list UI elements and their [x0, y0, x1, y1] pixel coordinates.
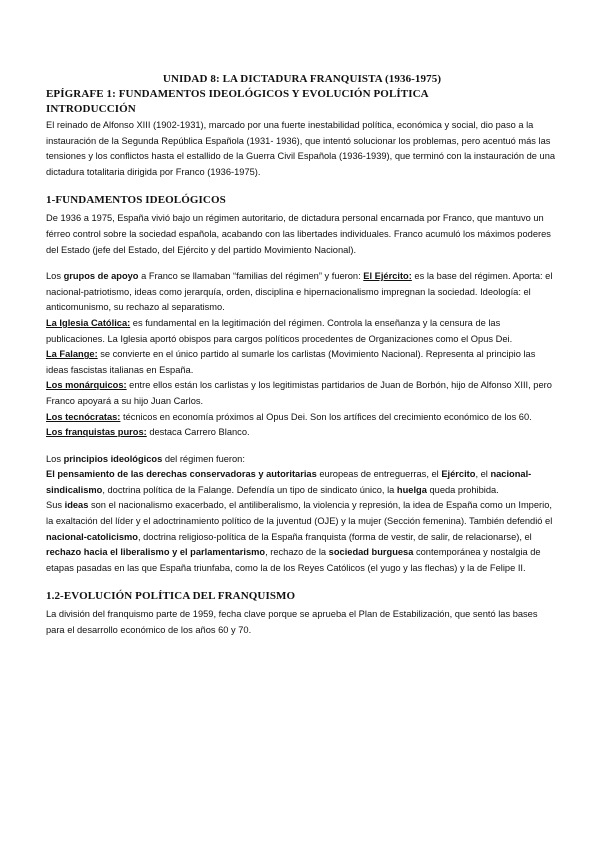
text-run: a Franco se llamaban “familias del régimen” y fueron:	[138, 271, 364, 282]
group-label-falange: La Falange:	[46, 349, 98, 360]
bold-term: sociedad burguesa	[328, 547, 414, 558]
bold-term: huelga	[396, 484, 427, 495]
intro-paragraph: El reinado de Alfonso XIII (1902-1931), marcado por una fuerte inestabilidad política, económica y social, dio paso a la instauración de la Segunda República Española (1931- 1936), que intentó solucionar los problemas, pero acentuó más las tensiones y los conflictos hasta el estallido de la Guerra Civil Española (1936-1939), que terminó con la instauración de una dictadura totalitaria dirigida por Franco (1936-1975).	[46, 120, 556, 177]
text-run: Sus	[46, 500, 65, 511]
group-label-tecnocratas: Los tecnócratas:	[46, 411, 121, 422]
intro-heading: INTRODUCCIÓN	[46, 103, 136, 115]
bold-term: Ejército	[441, 469, 476, 480]
group-tecnocratas	[46, 410, 558, 426]
bold-term: nacional-sindicalismo	[46, 469, 532, 495]
principles-term: principios ideológicos	[63, 453, 163, 464]
group-franquistas-puros	[46, 425, 558, 441]
bold-term: nacional-catolicismo	[46, 531, 138, 542]
text-run: Los	[46, 453, 64, 464]
epigrafe-title: EPÍGRAFE 1: FUNDAMENTOS IDEOLÓGICOS Y EVOLUCIÓN POLÍTICA	[46, 88, 429, 100]
support-groups-term: grupos de apoyo	[63, 271, 139, 282]
group-text-iglesia: es fundamental en la legitimación del régimen. Controla la enseñanza y la censura de las publicaciones. La Iglesia aportó obispos para cargos políticos procedentes de Organizaciones como el Opus Dei.	[46, 317, 513, 344]
group-text-tecnocratas: técnicos en economía próximos al Opus Dei. Son los artífices del crecimiento económico de los 60.	[120, 411, 532, 422]
group-label-ejercito: El Ejército:	[363, 271, 412, 282]
text-run: contemporánea y nostalgia de etapas pasadas en las que España triunfaba, como la de los Reyes Católicos (el yugo y las flechas) y la de Felipe II.	[46, 547, 541, 573]
group-iglesia	[46, 316, 558, 347]
section2-paragraph: La división del franquismo parte de 1959, fecha clave porque se aprueba el Plan de Estabilización, que sentó las bases para el desarrollo económico de los años 60 y 70.	[46, 609, 538, 636]
group-text-puros: destaca Carrero Blanco.	[146, 427, 250, 438]
group-text-falange: se convierte en el único partido al sumarle los carlistas (Movimiento Nacional). Representa al principio las ideas fascistas italianas en España.	[46, 349, 536, 375]
principles-paragraph-2	[46, 498, 558, 576]
bold-term: rechazo hacia el liberalismo y el parlamentarismo	[46, 547, 266, 558]
group-text-ejercito: es la base del régimen. Aporta: el nacional-patriotismo, ideas como jerarquía, orden, disciplina e hipernacionalismo impregnan la sociedad. Ideología: el anticomunismo, su rechazo al separatismo.	[46, 271, 553, 313]
bold-term: El pensamiento de las derechas conservadoras y autoritarias	[46, 469, 317, 480]
group-label-puros: Los franquistas puros:	[46, 427, 147, 438]
section1-paragraph: De 1936 a 1975, España vivió bajo un régimen autoritario, de dictadura personal encarnada por Franco, que mantuvo un férreo control sobre la sociedad española, acabando con las libertades individuales. Franco acumuló los máximos poderes del Estado (jefe del Estado, del Ejército y del partido Movimiento Nacional).	[46, 213, 551, 255]
group-text-monarquicos: entre ellos están los carlistas y los legitimistas partidarios de Juan de Borbón, hijo de Alfonso XIII, pero Franco apoyará a su hijo Juan Carlos.	[46, 380, 552, 406]
group-monarquicos	[46, 378, 558, 409]
section2-heading: 1.2-EVOLUCIÓN POLÍTICA DEL FRANQUISMO	[46, 590, 296, 603]
group-label-monarquicos: Los monárquicos:	[46, 380, 127, 391]
text-run: son el nacionalismo exacerbado, el antiliberalismo, la violencia y represión, la idea de España como un Imperio, la exaltación del líder y el adoctrinamiento político de la juventud (OJE) y la mujer (Sección femenina). También defendió el	[46, 500, 553, 527]
text-run: europeas de entreguerras, el	[316, 469, 442, 480]
text-run: , el	[475, 469, 491, 480]
principles-intro	[46, 452, 558, 468]
bold-term: ideas	[64, 500, 89, 511]
document-content	[46, 72, 558, 639]
section1-heading: 1-FUNDAMENTOS IDEOLÓGICOS	[46, 194, 226, 207]
text-run: queda prohibida.	[426, 484, 499, 495]
text-run: , rechazo de la	[265, 547, 329, 558]
principles-paragraph-1	[46, 467, 558, 498]
text-run: Los	[46, 271, 64, 282]
unit-title: UNIDAD 8: LA DICTADURA FRANQUISTA (1936-1975)	[162, 73, 442, 85]
text-run: , doctrina política de la Falange. Defendía un tipo de sindicato único, la	[102, 484, 397, 495]
group-label-iglesia: La Iglesia Católica:	[46, 317, 131, 328]
group-falange	[46, 347, 558, 378]
text-run: del régimen fueron:	[162, 453, 245, 464]
text-run: , doctrina religioso-política de la España franquista (forma de vestir, de salir, de relacionarse), el	[137, 531, 532, 542]
support-groups-intro	[46, 269, 558, 316]
